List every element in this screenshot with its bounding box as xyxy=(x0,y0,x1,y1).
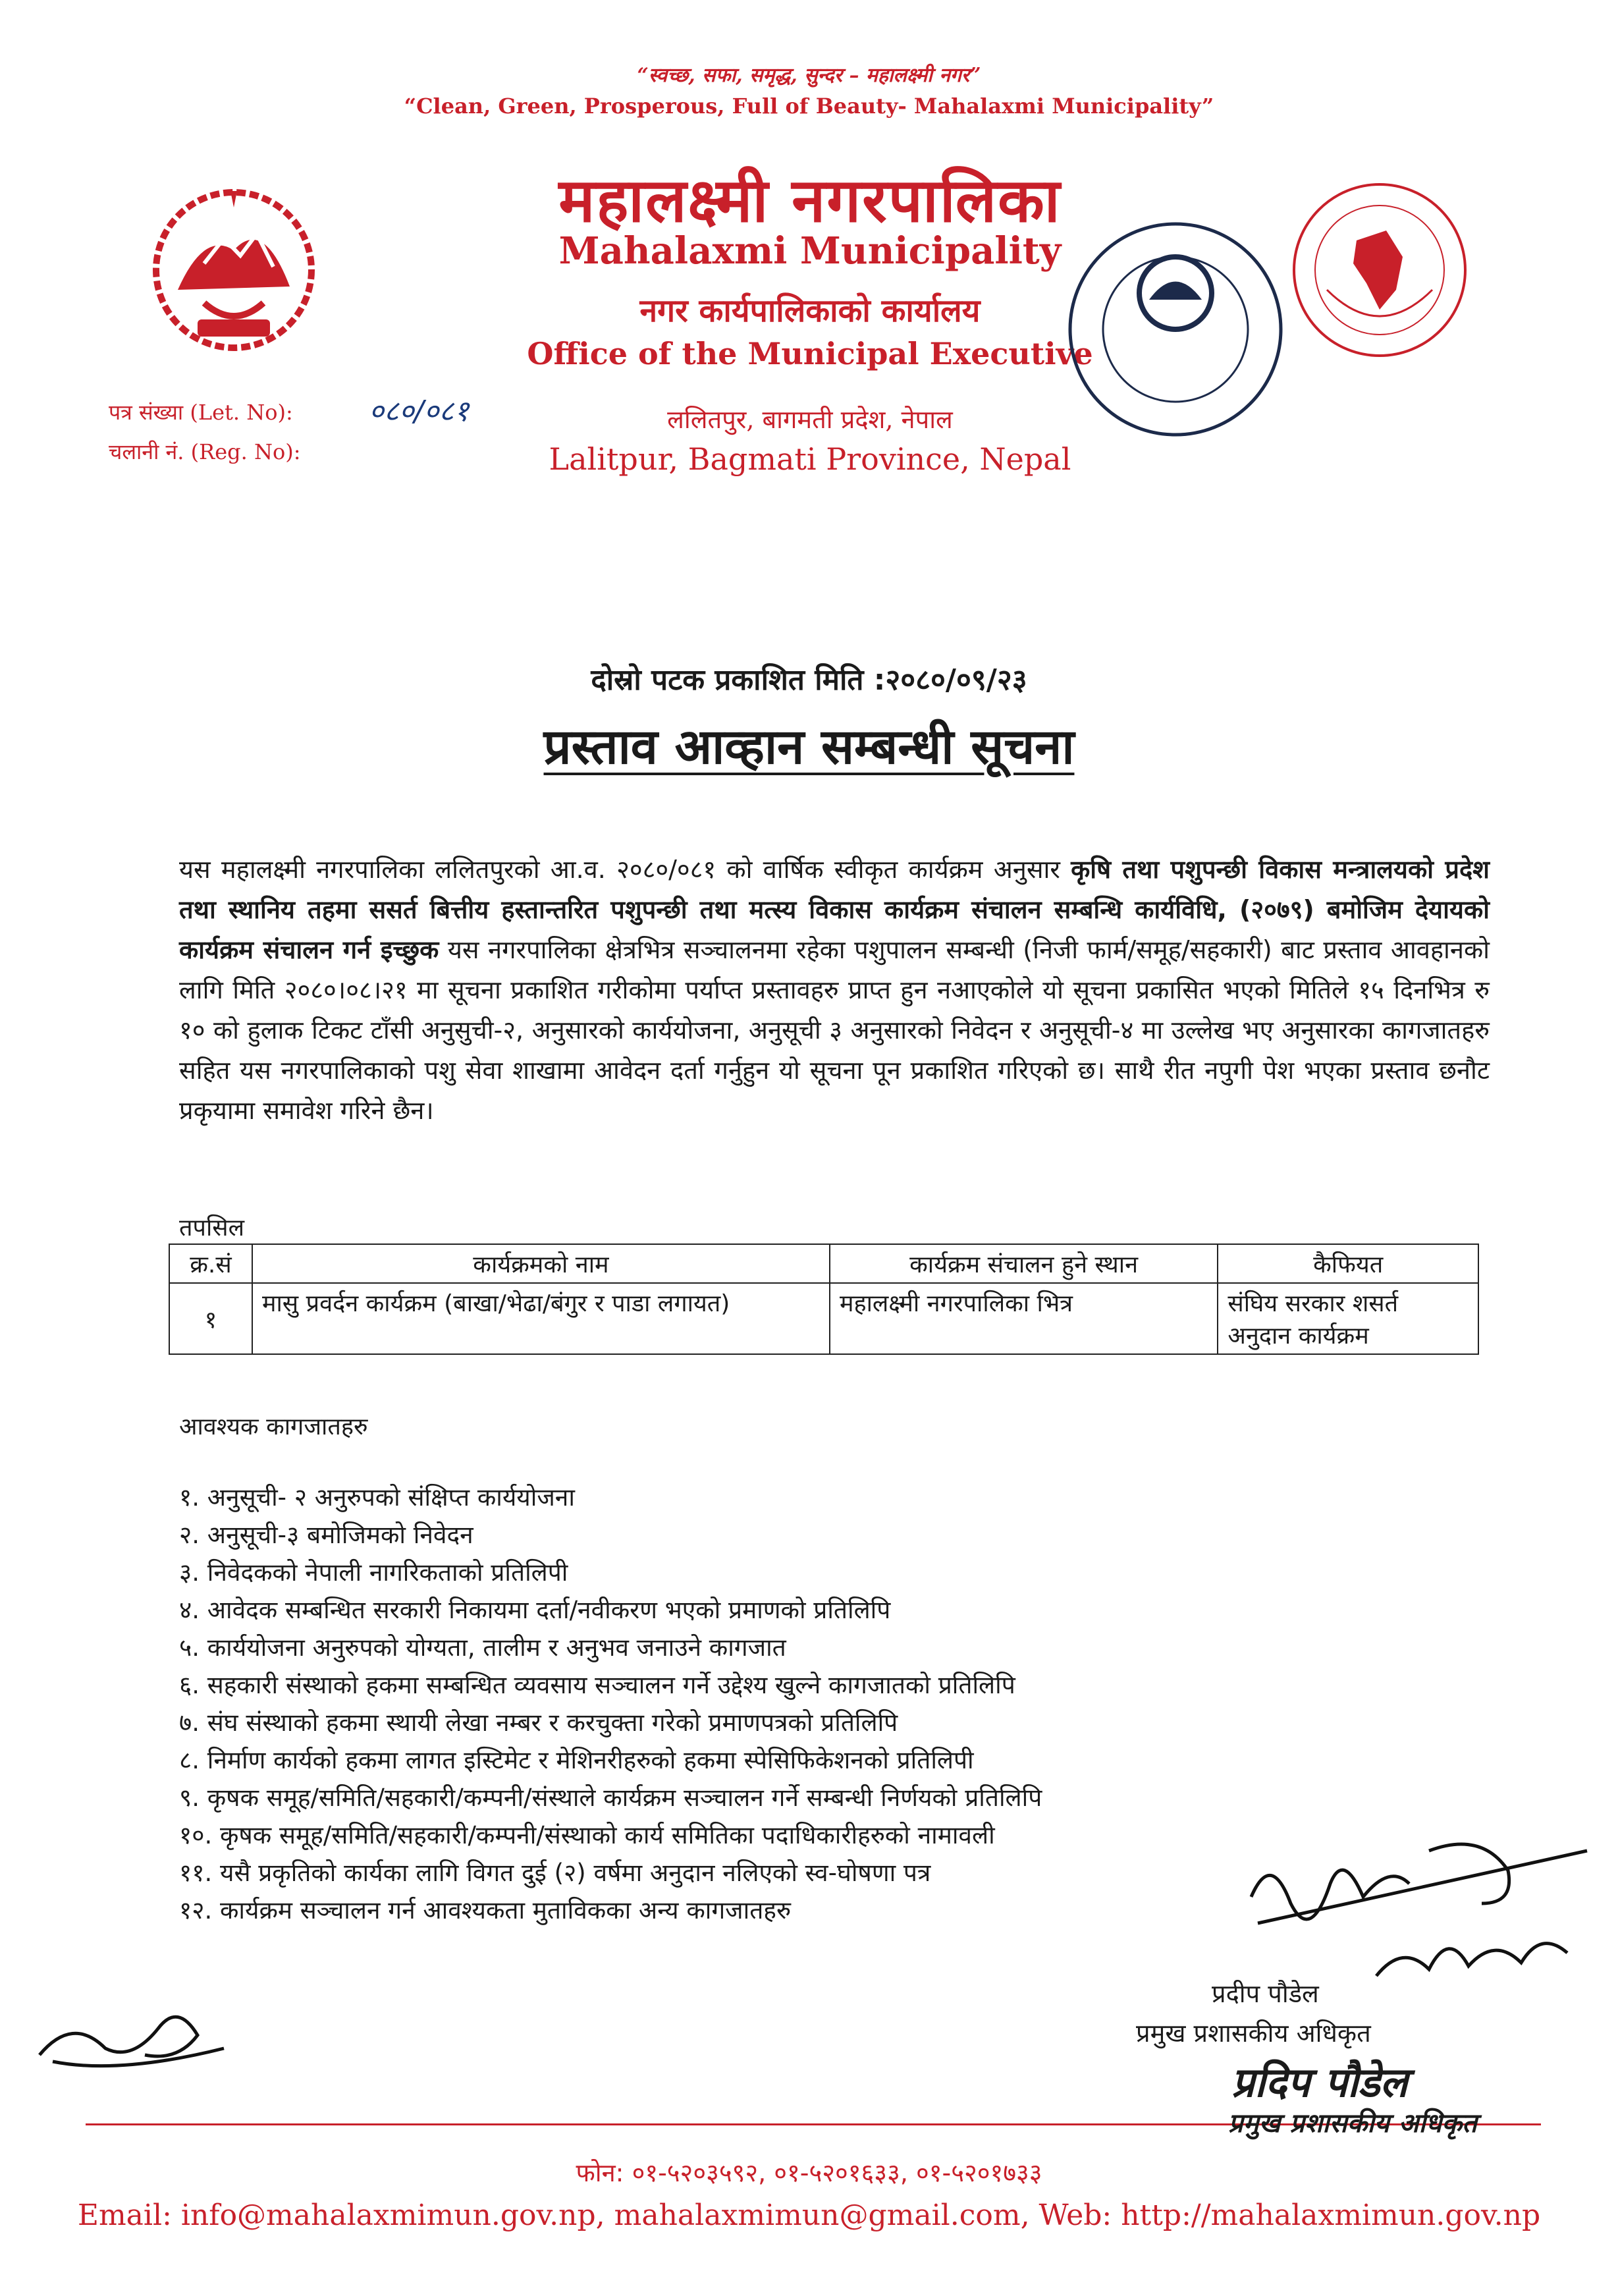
municipality-name-nepali: महालक्ष्मी नगरपालिका xyxy=(558,165,1062,236)
letter-number-label: पत्र संख्या (Let. No): xyxy=(109,400,293,425)
table-header-row xyxy=(169,1244,1478,1283)
footer-phone: फोन: ०१-५२०३५९२, ०१-५२०१६३३, ०१-५२०१७३३ xyxy=(576,2158,1042,2187)
header-program-name: कार्यक्रमको नाम xyxy=(252,1244,830,1283)
stamp-title: प्रमुख प्रशासकीय अधिकृत xyxy=(1228,2108,1477,2139)
cell-serial: १ xyxy=(169,1283,252,1354)
initials-signature-icon xyxy=(26,1989,244,2075)
documents-list xyxy=(179,1479,1042,1929)
list-item: ६. सहकारी संस्थाको हकमा सम्बन्धित व्यवसाय सञ्चालन गर्ने उद्देश्य खुल्ने कागजातको प्रतिलिपि xyxy=(179,1671,1015,1699)
letter-number-value: ०८०/०८१ xyxy=(369,395,470,428)
list-item: ३. निवेदकको नेपाली नागरिकताको प्रतिलिपी xyxy=(179,1558,568,1587)
registration-number-label: चलानी नं. (Reg. No): xyxy=(109,439,301,464)
cell-location: महालक्ष्मी नगरपालिका भित्र xyxy=(830,1283,1218,1354)
notice-body-bold: कृषि तथा पशुपन्छी विकास मन्त्रालयको प्रदेश तथा स्थानिय तहमा ससर्त बित्तीय हस्तान्तरित पशुपन्छी तथा मत्स्य विकास कार्यक्रम संचालन सम्बन्धि कार्यविधि, (२०७९) बमोजिम देयायको कार्यक्रम संचालन गर्न इच्छुक xyxy=(179,855,1490,964)
signatory-name: प्रदीप पौडेल xyxy=(1212,1979,1319,2008)
handwritten-signature-icon xyxy=(1231,1824,1600,1996)
notice-body xyxy=(179,850,1490,1131)
cell-remarks: संघिय सरकार शसर्त अनुदान कार्यक्रम xyxy=(1218,1283,1478,1354)
header-remarks: कैफियत xyxy=(1218,1244,1478,1283)
list-item: १२. कार्यक्रम सञ्चालन गर्न आवश्यकता मुताविकका अन्य कागजातहरु xyxy=(179,1896,792,1925)
office-name-nepali: नगर कार्यपालिकाको कार्यालय xyxy=(639,292,981,329)
list-item: ८. निर्माण कार्यको हकमा लागत इस्टिमेट र मेशिनरीहरुको हकमा स्पेसिफिकेशनको प्रतिलिपी xyxy=(179,1746,974,1774)
notice-title-text: प्रस्ताव आव्हान सम्बन्धी सूचना xyxy=(543,719,1075,775)
list-item: ११. यसै प्रकृतिको कार्यका लागि विगत दुई (२) वर्षमा अनुदान नलिएको स्व-घोषणा पत्र xyxy=(179,1859,931,1887)
list-item: ५. कार्ययोजना अनुरुपको योग्यता, तालीम र अनुभव जनाउने कागजात xyxy=(179,1633,786,1662)
slogan-nepali: “स्वच्छ, सफा, समृद्ध, सुन्दर – महालक्ष्मी नगर” xyxy=(637,64,981,87)
municipality-name-english: Mahalaxmi Municipality xyxy=(558,229,1062,273)
municipality-logo-icon xyxy=(1287,178,1472,362)
list-item: १. अनुसूची- २ अनुरुपको संक्षिप्त कार्ययोजना xyxy=(179,1483,575,1512)
cell-program-name: मासु प्रवर्दन कार्यक्रम (बाखा/भेढा/बंगुर र पाडा लगायत) xyxy=(252,1283,830,1354)
address-nepali: ललितपुर, बागमती प्रदेश, नेपाल xyxy=(667,405,953,434)
signatory-title: प्रमुख प्रशासकीय अधिकृत xyxy=(1136,2019,1371,2048)
stamp-name: प्रदिप पौडेल xyxy=(1231,2058,1408,2106)
slogan-english: “Clean, Green, Prosperous, Full of Beauty- Mahalaxmi Municipality” xyxy=(404,94,1214,119)
address-english: Lalitpur, Bagmati Province, Nepal xyxy=(549,441,1071,477)
list-item: ९. कृषक समूह/समिति/सहकारी/कम्पनी/संस्थाले कार्यक्रम सञ्चालन गर्ने सम्बन्धी निर्णयको प्रतिलिपि xyxy=(179,1784,1042,1812)
office-seal-icon xyxy=(1060,217,1291,441)
header-serial: क्र.सं xyxy=(169,1244,252,1283)
list-item: २. अनुसूची-३ बमोजिमको निवेदन xyxy=(179,1521,473,1549)
documents-heading: आवश्यक कागजातहरु xyxy=(179,1413,368,1440)
nepal-emblem-icon xyxy=(125,178,342,362)
list-item: ७. संघ संस्थाको हकमा स्थायी लेखा नम्बर र करचुक्ता गरेको प्रमाणपत्रको प्रतिलिपि xyxy=(179,1708,898,1737)
notice-title xyxy=(0,711,1618,778)
schedule-table xyxy=(169,1244,1479,1355)
notice-body-part-1: यस महालक्ष्मी नगरपालिका ललितपुरको आ.व. २०८०/०८१ को वार्षिक स्वीकृत कार्यक्रम अनुसार xyxy=(179,855,1071,884)
publish-date: दोस्रो पटक प्रकाशित मिति :२०८०/०९/२३ xyxy=(591,663,1027,697)
list-item: ४. आवेदक सम्बन्धित सरकारी निकायमा दर्ता/नवीकरण भएको प्रमाणको प्रतिलिपि xyxy=(179,1596,891,1624)
header-location: कार्यक्रम संचालन हुने स्थान xyxy=(830,1244,1218,1283)
notice-body-part-2: यस नगरपालिका क्षेत्रभित्र सञ्चालनमा रहेका पशुपालन सम्बन्धी (निजी फार्म/समूह/सहकारी) बाट प्रस्ताव आवहानको लागि मिति २०८०।०८।२१ मा सूचना प्रकाशित गरीकोमा पर्याप्त प्रस्तावहरु प्राप्त हुन नआएकोले यो सूचना प्रकासित भएको मितिले १५ दिनभित्र रु १० को हुलाक टिकट टाँसी अनुसुची-२, अनुसारको कार्ययोजना, अनुसूची ३ अनुसारको निवेदन र अनुसूची-४ मा उल्लेख भए अनुसारका कागजातहरु सहित यस नगरपालिकाको पशु सेवा शाखामा आवेदन दर्ता गर्नुहुन यो सूचना पून प्रकाशित गरिएको छ। साथै रीत नपुगी पेश भएका प्रस्ताव छनौट प्रकृयामा समावेश गरिने छैन। xyxy=(179,935,1490,1125)
schedule-caption: तपसिल xyxy=(179,1215,245,1242)
office-name-english: Office of the Municipal Executive xyxy=(527,336,1093,371)
footer-contact: Email: info@mahalaxmimun.gov.np, mahalaxmimun@gmail.com, Web: http://mahalaxmimun.gov.np xyxy=(77,2199,1541,2232)
table-row xyxy=(169,1283,1478,1354)
list-item: १०. कृषक समूह/समिति/सहकारी/कम्पनी/संस्थाको कार्य समितिका पदाधिकारीहरुको नामावली xyxy=(179,1821,995,1849)
